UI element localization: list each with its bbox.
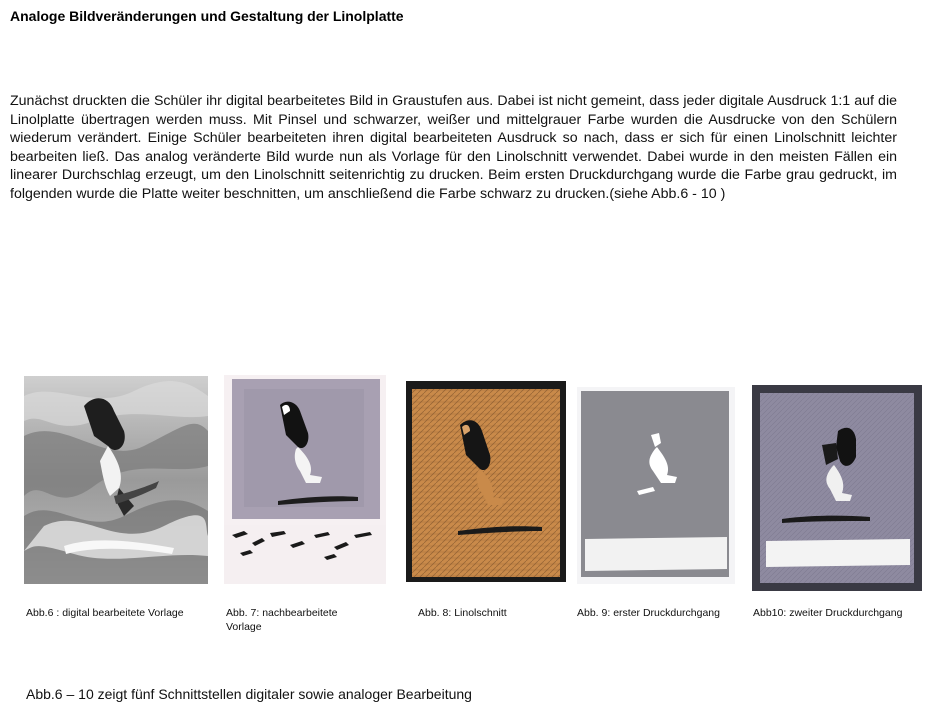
figure-abb10-caption: Abb10: zweiter Druckdurchgang	[753, 607, 903, 619]
figure-abb7-caption: Abb. 7: nachbearbeitete Vorlage	[226, 607, 338, 633]
footer-caption: Abb.6 – 10 zeigt fünf Schnittstellen digitaler sowie analoger Bearbeitung	[26, 686, 472, 702]
figure-abb7-image	[224, 375, 386, 584]
figure-abb8-caption: Abb. 8: Linolschnitt	[418, 607, 507, 619]
figure-abb10-image	[752, 385, 922, 591]
figure-abb8-image	[406, 381, 566, 582]
page-title: Analoge Bildveränderungen und Gestaltung der Linolplatte	[10, 8, 404, 24]
figure-abb6-caption: Abb.6 : digital bearbeitete Vorlage	[26, 607, 184, 619]
figure-abb9-image	[577, 387, 735, 584]
body-paragraph: Zunächst druckten die Schüler ihr digital bearbeitetes Bild in Graustufen aus. Dabei ist nicht gemeint, dass jeder digitale Ausdruck 1:1 auf die Linolplatte übertragen werden muss. Mit Pinsel und schwarzer, weißer und mittelgrauer Farbe wurden die Ausdrucke von den Schülern wiederum verändert. Einige Schüler bearbeiteten ihren digital bearbeiteten Ausdruck so nach, dass er sich für einen Linolschnitt leichter bearbeiten ließ. Das analog veränderte Bild wurde nun als Vorlage für den Linolschnitt verwendet. Dabei wurde in den meisten Fällen ein linearer Durchschlag erzeugt, um den Linolschnitt seitenrichtig zu drucken. Beim ersten Druckdurchgang wurde die Farbe grau gedruckt, im folgenden wurde die Platte weiter beschnitten, um anschließend die Farbe schwarz zu drucken.(siehe Abb.6 - 10 )	[10, 93, 897, 202]
figure-abb6-image	[24, 376, 208, 584]
figure-abb9-caption: Abb. 9: erster Druckdurchgang	[577, 607, 720, 619]
